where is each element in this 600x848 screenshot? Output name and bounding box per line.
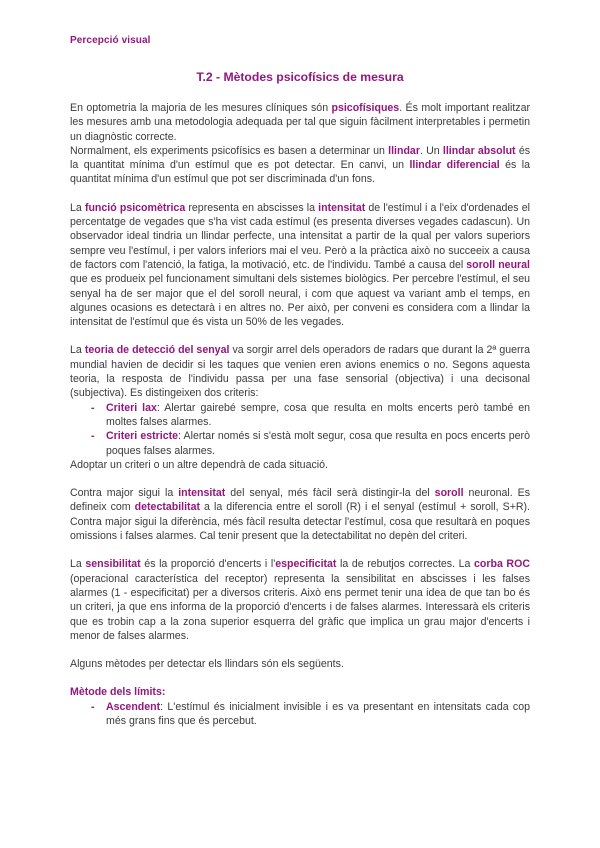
text-segment: : L'estímul és inicialment invisible i es va presentant en intensitats cada cop més grans fins que és percebut.: [106, 700, 530, 727]
text-segment: va sorgir arrel dels operadors de radars que durant la 2ª guerra mundial havien de decidir si les taques que venien eren avions enemics o no. Segons aquesta teoria, la resposta de l'individu passa per una fase sensorial (objectiva) i una decisonal (subjectiva). Es distingeixen dos criteris:: [70, 344, 530, 400]
highlighted-term: soroll: [434, 487, 464, 500]
page-title: T.2 - Mètodes psicofísics de mesura: [196, 70, 404, 84]
highlighted-term: llindar diferencial: [409, 159, 500, 172]
paragraph: [70, 557, 530, 643]
text-segment: : Alertar gairebé sempre, cosa que resulta en molts encerts però també en moltes falses alarmes.: [106, 401, 530, 428]
highlighted-term: Ascendent: [106, 700, 161, 713]
text-segment: la de rebutjos correctes. La: [336, 558, 474, 571]
paragraph: [70, 144, 530, 187]
highlighted-term: teoria de detecció del senyal: [84, 344, 230, 357]
highlighted-term: llindar absolut: [442, 144, 516, 157]
text-segment: representa en abscisses la: [185, 201, 319, 214]
text-segment: a la diferencia entre el soroll (R) i el senyal (estímul + soroll, S+R). Contra major sigui la diferència, més fàcil resulta detectar l'estímul, cosa que resultarà en poques omissions i falses alarmes. Cal tenir present que la detectabilitat no depèn del criteri.: [70, 501, 531, 543]
highlighted-term: sensibilitat: [85, 558, 141, 571]
text-segment: . Un: [419, 144, 443, 157]
highlighted-term: psicofísiques: [331, 102, 400, 114]
list-item: [70, 401, 530, 430]
document-body: [70, 101, 530, 728]
text-segment: neuronal. Es defineix com: [70, 487, 530, 514]
text-segment: (operacional característica del receptor) representa la sensibilitat en abscisses i les falses alarmes (1 - especificitat) per a diversos criteris. Això ens permet tenir una idea de que tan bo és un criteri, ja que ens informa de la proporció d'encerts i de falses alarmes. Interessarà els criteris que es trobin cap a la zona superior esquerra del gràfic que implica un grau major d'encerts i menor de falses alarmes.: [70, 572, 530, 642]
highlighted-term: Criteri estricte: [106, 430, 179, 443]
list-item-text: [106, 401, 530, 430]
paragraph: [70, 101, 530, 144]
highlighted-term: corba ROC: [474, 558, 530, 571]
text-segment: és la quantitat mínima d'un estímul que es pot detectar. En canvi, un: [70, 144, 531, 172]
text-segment: que es produeix pel funcionament simultani dels sistemes biològics. Per percebre l'estímul, el seu senyal ha de ser major que el del soroll neural, i com que aquest va variant amb el temps, en algunes ocasions es detectarà i en altres no. Per això, per conveni es considera com a llindar la intensitat de l'estímul que és vista un 50% de les vegades.: [70, 273, 530, 329]
highlighted-term: funció psicomètrica: [84, 201, 186, 214]
text-segment: Contra major sigui la: [70, 487, 179, 500]
bullet-dash-icon: -: [91, 430, 95, 443]
text-segment: Adoptar un criteri o un altre dependrà de cada situació.: [70, 458, 328, 471]
bullet-list: [70, 401, 530, 458]
highlighted-term: soroll neural: [466, 258, 530, 271]
text-segment: . És molt important realitzar les mesures amb una metodologia adequada per tal que siguin fàcilment interpretables i permetin un diagnòstic correcte.: [70, 102, 530, 143]
text-segment: de l'estímul i a l'eix d'ordenades el percentatge de vegades que s'ha vist cada estímul (es presenta diverses vegades cadascun). Un observador ideal tindria un llindar perfecte, una intensitat a partir de la qual per valors superiors sempre veu l'estímul, i per valors inferiors mai el veu. Però a la pràctica això no succeeix a causa de factors com l'atenció, la fatiga, la motivació, etc. de l'individu. També a causa del: [70, 201, 531, 271]
highlighted-term: Criteri lax: [106, 401, 157, 414]
highlighted-term: detectabilitat: [134, 501, 200, 514]
paragraph: [70, 657, 530, 671]
text-segment: : Alertar només si s'està molt segur, cosa que resulta en pocs encerts però poques falses alarmes.: [106, 430, 530, 457]
paragraph: [70, 486, 530, 543]
section-heading: [70, 685, 530, 699]
text-segment: En optometria la majoria de les mesures clíniques són: [70, 102, 332, 114]
highlighted-term: intensitat: [178, 487, 226, 500]
highlighted-term: intensitat: [318, 201, 366, 214]
text-segment: La: [70, 558, 86, 571]
highlighted-term: llindar: [388, 144, 420, 157]
list-item-text: [106, 700, 530, 729]
paragraph: [70, 458, 530, 472]
text-segment: és la quantitat mínima d'un estímul que pot ser discriminada d'un fons.: [70, 159, 530, 186]
list-item: [70, 700, 530, 729]
bullet-list: [70, 700, 530, 729]
paragraph: [70, 343, 530, 400]
text-segment: Mètode dels límits:: [70, 686, 166, 699]
text-segment: La: [70, 344, 85, 357]
text-segment: La: [70, 201, 85, 214]
text-segment: Alguns mètodes per detectar els llindars són els següents.: [70, 658, 344, 671]
text-segment: Normalment, els experiments psicofísics es basen a determinar un: [70, 144, 389, 157]
bullet-dash-icon: -: [91, 401, 95, 414]
list-item-text: [106, 429, 530, 458]
running-header: Percepció visual: [70, 35, 151, 46]
highlighted-term: especificitat: [275, 558, 337, 571]
text-segment: és la proporció d'encerts i l': [140, 558, 276, 571]
text-segment: del senyal, més fàcil serà distingir-la del: [225, 487, 435, 500]
list-item: [70, 429, 530, 458]
bullet-dash-icon: -: [91, 700, 95, 713]
paragraph: [70, 201, 530, 330]
